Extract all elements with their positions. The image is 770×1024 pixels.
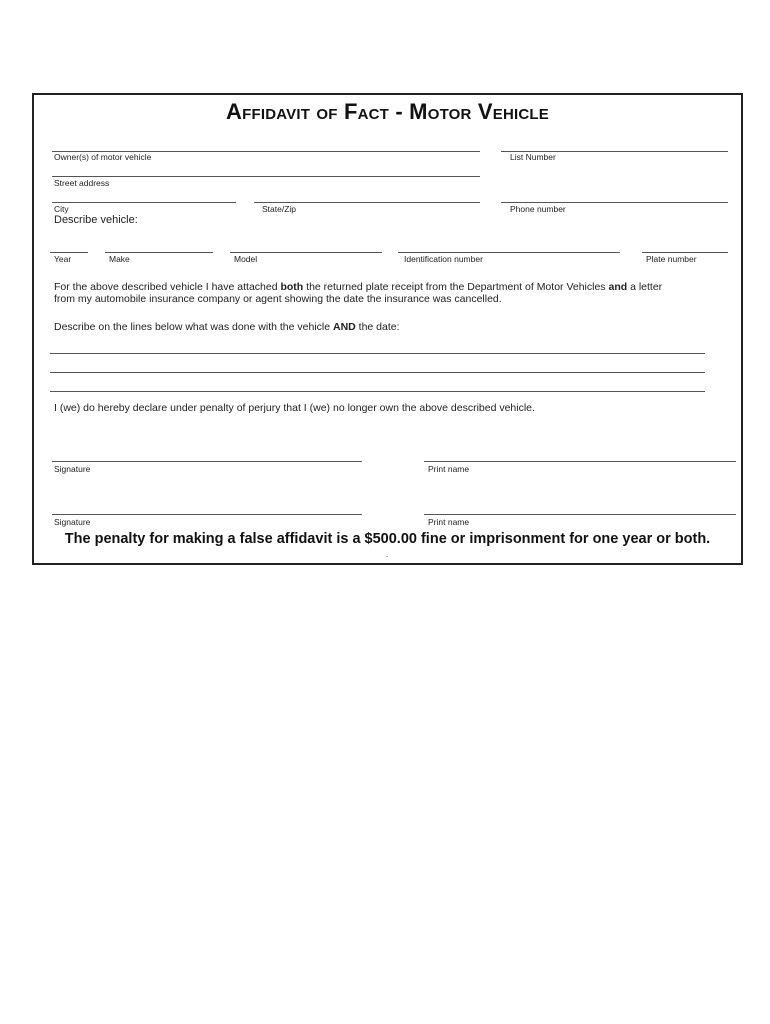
attachment-text-3: a letter [627,281,663,293]
print-name-field-2[interactable] [424,514,736,515]
penalty-notice: The penalty for making a false affidavit is a $500.00 fine or imprisonment for one year or both. [64,531,711,547]
trailing-mark: . [386,550,389,559]
street-address-field[interactable] [52,176,480,177]
attachment-statement [54,281,662,293]
disposition-line-3[interactable] [50,391,705,392]
phone-number-field[interactable] [501,202,728,203]
disposition-bold-and: AND [333,321,356,333]
print-name-field-1[interactable] [424,461,736,462]
print-name-label-2: Print name [428,517,470,527]
disposition-text-2: the date: [355,321,400,333]
owners-label: Owner(s) of motor vehicle [54,152,152,162]
disposition-text-1: Describe on the lines below what was done with the vehicle [54,321,333,333]
city-label: City [54,204,69,214]
year-label: Year [54,254,72,264]
attachment-bold-and: and [608,281,628,293]
identification-number-label: Identification number [404,254,483,264]
street-address-label: Street address [54,178,110,188]
state-zip-field[interactable] [254,202,480,203]
attachment-statement-line2: from my automobile insurance company or agent showing the date the insurance was cancelled. [54,293,502,305]
attachment-text-1: For the above described vehicle I have attached [54,281,281,293]
list-number-label: List Number [510,152,556,162]
print-name-label-1: Print name [428,464,470,474]
signature-label-1: Signature [54,464,91,474]
state-zip-label: State/Zip [262,204,297,214]
describe-vehicle-label: Describe vehicle: [54,214,138,226]
attachment-text-2: the returned plate receipt from the Department of Motor Vehicles [303,281,609,293]
phone-number-label: Phone number [510,204,566,214]
year-field[interactable] [50,252,88,253]
signature-field-1[interactable] [52,461,362,462]
city-field[interactable] [52,202,236,203]
plate-number-label: Plate number [646,254,697,264]
perjury-declaration: I (we) do hereby declare under penalty of perjury that I (we) no longer own the above described vehicle. [54,402,535,414]
model-label: Model [234,254,258,264]
affidavit-form [32,93,743,565]
signature-field-2[interactable] [52,514,362,515]
attachment-bold-both: both [280,281,304,293]
describe-disposition-instruction [54,321,400,333]
disposition-line-1[interactable] [50,353,705,354]
make-label: Make [109,254,130,264]
make-field[interactable] [105,252,213,253]
identification-number-field[interactable] [398,252,620,253]
disposition-line-2[interactable] [50,372,705,373]
model-field[interactable] [230,252,382,253]
signature-label-2: Signature [54,517,91,527]
form-title: Affidavit of Fact - Motor Vehicle [226,99,549,124]
plate-number-field[interactable] [642,252,728,253]
